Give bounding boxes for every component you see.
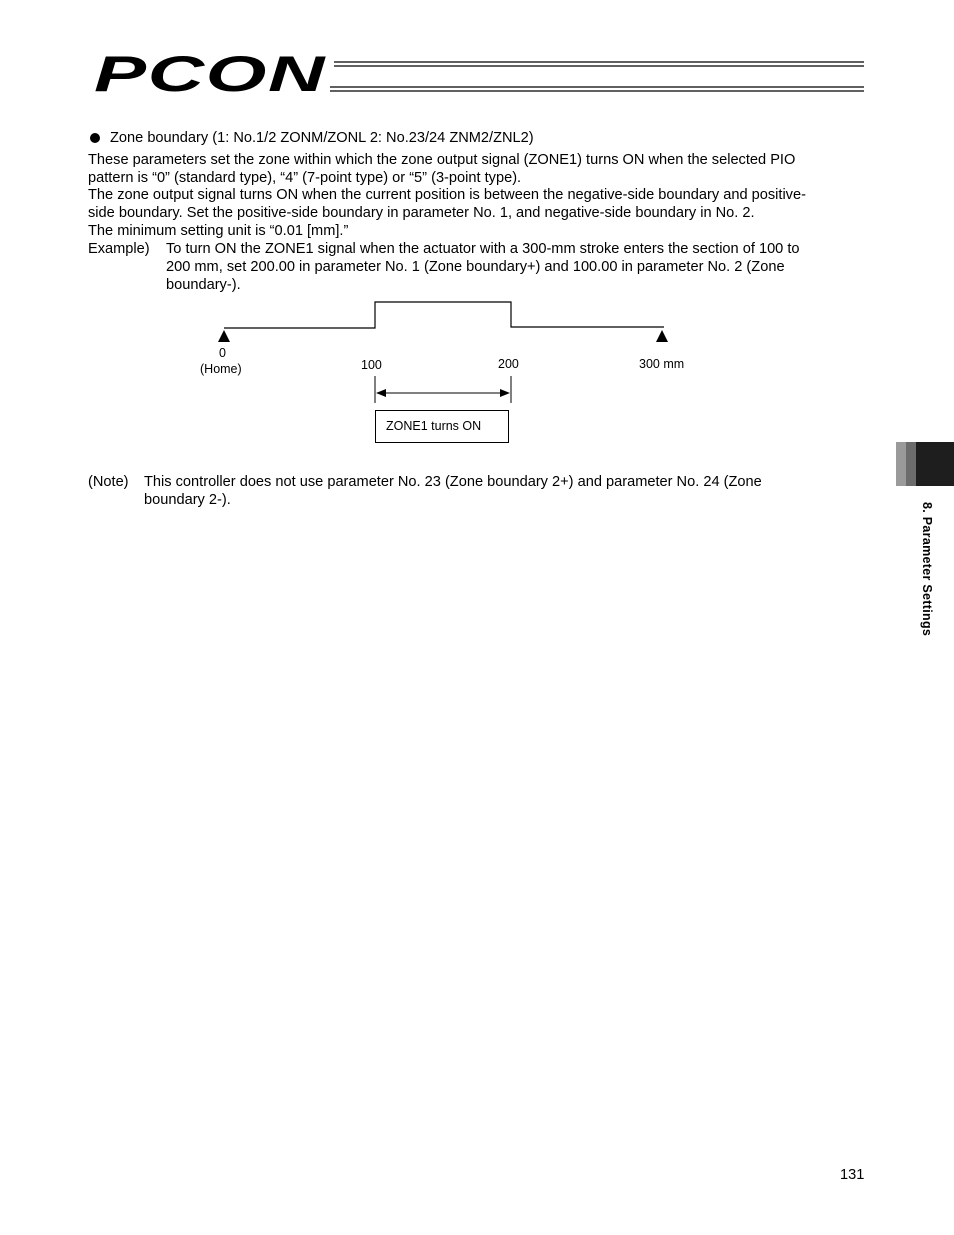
- paragraph-line: side boundary. Set the positive-side boundary in parameter No. 1, and negative-side boundary in No. 2.: [88, 205, 755, 221]
- note-label: (Note): [88, 474, 129, 490]
- page-number: 131: [840, 1167, 865, 1183]
- paragraph-line: The zone output signal turns ON when the current position is between the negative-side boundary and positive-: [88, 187, 806, 203]
- home-position-marker: [218, 330, 230, 342]
- zone-on-label: ZONE1 turns ON: [386, 419, 482, 433]
- bullet-icon: [90, 133, 100, 143]
- chapter-tab-marker: [896, 442, 954, 486]
- label-300-mm: 300 mm: [639, 357, 685, 371]
- note-line: This controller does not use parameter No. 23 (Zone boundary 2+) and parameter No. 24 (Zone: [144, 474, 762, 490]
- arrow-head-right: [500, 389, 510, 397]
- label-zero: 0: [219, 346, 226, 360]
- pcon-logo: [94, 44, 334, 98]
- paragraph-line: The minimum setting unit is “0.01 [mm].”: [88, 223, 349, 239]
- paragraph-line: These parameters set the zone within which the zone output signal (ZONE1) turns ON when the selected PIO: [88, 152, 796, 168]
- example-line: To turn ON the ZONE1 signal when the actuator with a 300-mm stroke enters the section of 100 to: [166, 241, 800, 257]
- chapter-tab-text: 8. Parameter Settings: [920, 502, 934, 637]
- pcon-logo-text: PCON: [94, 46, 326, 98]
- label-100: 100: [361, 358, 382, 372]
- label-home: (Home): [200, 362, 242, 376]
- label-200: 200: [498, 357, 519, 371]
- section-heading: Zone boundary (1: No.1/2 ZONM/ZONL 2: No.23/24 ZNM2/ZNL2): [110, 130, 534, 146]
- example-label: Example): [88, 241, 150, 257]
- stroke-end-marker: [656, 330, 668, 342]
- note-line: boundary 2-).: [144, 492, 231, 508]
- header-rule: [330, 58, 866, 94]
- zone-signal-waveform: [224, 302, 664, 328]
- chapter-tab-label: [915, 502, 935, 672]
- arrow-head-left: [376, 389, 386, 397]
- paragraph-line: pattern is “0” (standard type), “4” (7-point type) or “5” (3-point type).: [88, 170, 522, 186]
- zone-on-box: [375, 410, 509, 443]
- example-line: 200 mm, set 200.00 in parameter No. 1 (Zone boundary+) and 100.00 in parameter No. 2 (Zone: [166, 259, 785, 275]
- example-line: boundary-).: [166, 277, 241, 293]
